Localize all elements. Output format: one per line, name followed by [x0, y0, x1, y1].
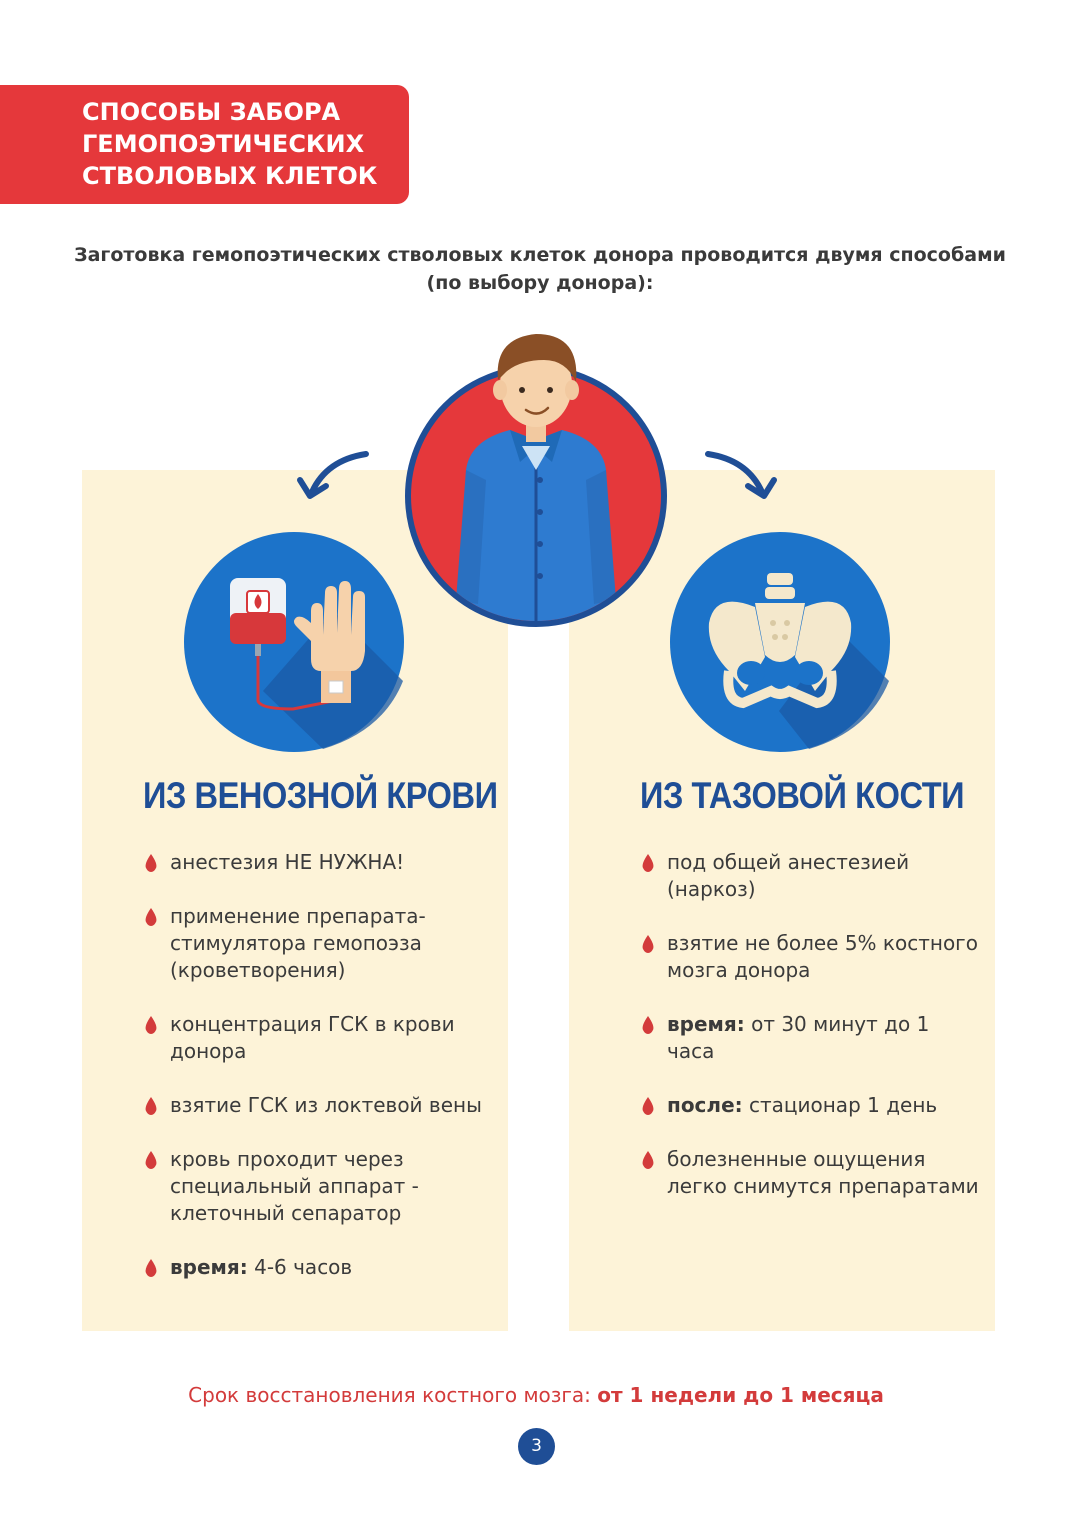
list-item: концентрация ГСК в крови донора	[140, 1011, 495, 1065]
blood-drop-icon	[641, 1016, 655, 1034]
venous-bullet-list	[140, 849, 495, 1281]
pelvic-bullet-list	[637, 849, 982, 1200]
page-title-line-1: СПОСОБЫ ЗАБОРА	[82, 98, 341, 126]
blood-drop-icon	[641, 935, 655, 953]
blood-drop-icon	[641, 854, 655, 872]
blood-drop-icon	[144, 908, 158, 926]
list-item: взятие не более 5% костного мозга донора	[637, 930, 982, 984]
page-number: 3	[518, 1428, 555, 1465]
blood-drop-icon	[144, 1097, 158, 1115]
blood-drop-icon	[144, 1151, 158, 1169]
list-item: кровь проходит через специальный аппарат - клеточный сепаратор	[140, 1146, 495, 1227]
intro-line-2: (по выбору донора):	[426, 272, 654, 294]
list-item: анестезия НЕ НУЖНА!	[140, 849, 495, 876]
page-title-line-2: ГЕМОПОЭТИЧЕСКИХ	[82, 130, 365, 158]
blood-bag-hand-icon	[183, 531, 405, 753]
list-item: время: 4-6 часов	[140, 1254, 495, 1281]
blood-drop-icon	[144, 1259, 158, 1277]
list-item: применение препарата-стимулятора гемопоэза (кроветворения)	[140, 903, 495, 984]
method-title-venous: ИЗ ВЕНОЗНОЙ КРОВИ	[143, 775, 498, 816]
recovery-note	[0, 1383, 1072, 1407]
recovery-value: от 1 недели до 1 месяца	[597, 1383, 884, 1407]
list-item: под общей анестезией (наркоз)	[637, 849, 982, 903]
pelvis-bone-icon	[669, 531, 891, 753]
page-title-line-3: СТВОЛОВЫХ КЛЕТОК	[82, 162, 378, 190]
intro-text	[60, 241, 1020, 297]
list-item: после: стационар 1 день	[637, 1092, 982, 1119]
list-item: взятие ГСК из локтевой вены	[140, 1092, 495, 1119]
list-item: время: от 30 минут до 1 часа	[637, 1011, 982, 1065]
intro-line-1: Заготовка гемопоэтических стволовых клеток донора проводится двумя способами	[74, 244, 1006, 266]
page-title	[82, 96, 402, 192]
blood-drop-icon	[144, 854, 158, 872]
list-item: болезненные ощущения легко снимутся препаратами	[637, 1146, 982, 1200]
blood-drop-icon	[144, 1016, 158, 1034]
blood-drop-icon	[641, 1151, 655, 1169]
blood-drop-icon	[641, 1097, 655, 1115]
method-title-pelvic: ИЗ ТАЗОВОЙ КОСТИ	[640, 775, 965, 816]
recovery-label: Срок восстановления костного мозга:	[188, 1383, 598, 1407]
